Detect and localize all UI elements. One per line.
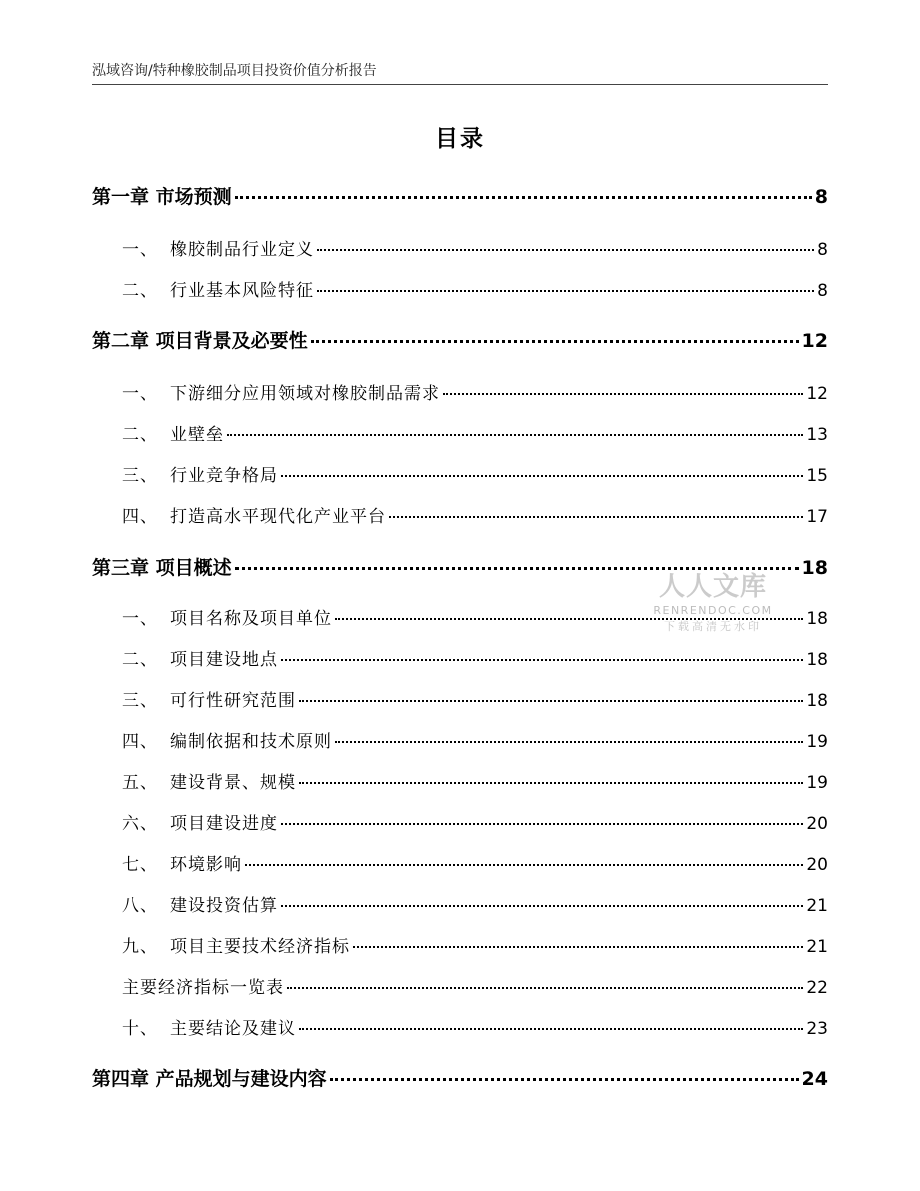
toc-entry-label <box>122 727 332 752</box>
toc-entry-text: 建设背景、规模 <box>170 773 296 793</box>
toc-entry-text: 项目背景及必要性 <box>155 330 308 352</box>
toc-page-number: 21 <box>806 896 828 916</box>
toc-entry-number: 第一章 <box>92 186 150 208</box>
toc-entry-number: 五、 <box>122 773 158 793</box>
toc-entry-text: 行业竞争格局 <box>170 466 278 486</box>
toc-entry-label <box>122 1014 296 1039</box>
toc-chapter-row[interactable] <box>92 1064 828 1091</box>
dot-leader <box>227 434 803 436</box>
toc-entry-number: 六、 <box>122 814 158 834</box>
toc-page-number: 8 <box>817 281 828 301</box>
toc-entry-number: 第四章 <box>92 1068 150 1090</box>
toc-entry-text: 编制依据和技术原则 <box>170 732 332 752</box>
toc-section-row[interactable] <box>122 727 828 752</box>
dot-leader <box>287 987 803 989</box>
toc-entry-number: 第三章 <box>92 557 150 579</box>
toc-entry-number: 三、 <box>122 691 158 711</box>
toc-entry-text: 项目主要技术经济指标 <box>170 937 350 957</box>
toc-entry-text: 行业基本风险特征 <box>170 281 314 301</box>
toc-entry-number: 一、 <box>122 609 158 629</box>
toc-page-number: 18 <box>801 557 828 579</box>
dot-leader <box>353 946 803 948</box>
dot-leader <box>335 741 803 743</box>
toc-section-row[interactable] <box>122 686 828 711</box>
toc-entry-number: 八、 <box>122 896 158 916</box>
toc-page-number: 20 <box>806 855 828 875</box>
toc-page-number: 13 <box>806 425 828 445</box>
dot-leader <box>389 516 803 518</box>
dot-leader <box>330 1078 799 1081</box>
dot-leader <box>299 700 803 702</box>
watermark <box>648 566 778 634</box>
dot-leader <box>281 475 803 477</box>
toc-section-row[interactable] <box>122 973 828 998</box>
toc-entry-label <box>92 553 232 580</box>
toc-entry-number: 一、 <box>122 240 158 260</box>
dot-leader <box>281 905 803 907</box>
toc-section-row[interactable] <box>122 235 828 260</box>
toc-entry-text: 产品规划与建设内容 <box>155 1068 327 1090</box>
toc-entry-number: 一、 <box>122 384 158 404</box>
toc-entry-label <box>92 326 308 353</box>
toc-page-number: 21 <box>806 937 828 957</box>
toc-entry-number: 九、 <box>122 937 158 957</box>
toc-entry-label <box>122 379 440 404</box>
toc-entry-label <box>122 686 296 711</box>
toc-entry-label <box>122 461 278 486</box>
dot-leader <box>443 393 803 395</box>
toc-page-number: 23 <box>806 1019 828 1039</box>
toc-entry-label <box>122 973 284 998</box>
toc-chapter-row[interactable] <box>92 182 828 209</box>
toc-section-row[interactable] <box>122 276 828 301</box>
toc-entry-number: 七、 <box>122 855 158 875</box>
dot-leader <box>299 782 803 784</box>
toc-page-number: 22 <box>806 978 828 998</box>
toc-entry-number: 第二章 <box>92 330 150 352</box>
toc-entry-label <box>122 502 386 527</box>
toc-entry-text: 业壁垒 <box>170 425 224 445</box>
dot-leader <box>317 249 814 251</box>
toc-entry-text: 项目名称及项目单位 <box>170 609 332 629</box>
toc-page-number: 19 <box>806 773 828 793</box>
toc-entry-label <box>122 604 332 629</box>
toc-section-row[interactable] <box>122 768 828 793</box>
toc-section-row[interactable] <box>122 891 828 916</box>
dot-leader <box>281 659 803 661</box>
toc-entry-number: 二、 <box>122 425 158 445</box>
toc-entry-text: 项目建设进度 <box>170 814 278 834</box>
toc-entry-label <box>122 235 314 260</box>
toc-section-row[interactable] <box>122 461 828 486</box>
toc-page-number: 19 <box>806 732 828 752</box>
toc-entry-number: 四、 <box>122 507 158 527</box>
toc-section-row[interactable] <box>122 850 828 875</box>
toc-entry-label <box>122 645 278 670</box>
toc-entry-text: 项目概述 <box>155 557 232 579</box>
toc-chapter-row[interactable] <box>92 326 828 353</box>
toc-entry-text: 橡胶制品行业定义 <box>170 240 314 260</box>
toc-entry-label <box>122 932 350 957</box>
toc-entry-number: 二、 <box>122 281 158 301</box>
toc-page-number: 12 <box>801 330 828 352</box>
dot-leader <box>311 340 799 343</box>
toc-page-number: 8 <box>814 186 828 208</box>
toc-section-row[interactable] <box>122 502 828 527</box>
dot-leader <box>299 1028 803 1030</box>
toc-entry-text: 环境影响 <box>170 855 242 875</box>
header-rule <box>92 84 828 85</box>
toc-entry-text: 主要经济指标一览表 <box>122 978 284 998</box>
toc-section-row[interactable] <box>122 1014 828 1039</box>
toc-section-row[interactable] <box>122 420 828 445</box>
toc-page-number: 12 <box>806 384 828 404</box>
toc-entry-number: 二、 <box>122 650 158 670</box>
dot-leader <box>235 196 812 199</box>
dot-leader <box>281 823 803 825</box>
toc-entry-text: 建设投资估算 <box>170 896 278 916</box>
toc-section-row[interactable] <box>122 379 828 404</box>
toc-entry-text: 打造高水平现代化产业平台 <box>170 507 386 527</box>
toc-title: 目录 <box>435 126 485 152</box>
toc-page-number: 18 <box>806 691 828 711</box>
toc-page-number: 17 <box>806 507 828 527</box>
toc-section-row[interactable] <box>122 645 828 670</box>
toc-entry-text: 可行性研究范围 <box>170 691 296 711</box>
dot-leader <box>245 864 803 866</box>
toc-entry-number: 十、 <box>122 1019 158 1039</box>
toc-page-number: 24 <box>801 1068 828 1090</box>
toc-entry-label <box>122 420 224 445</box>
toc-section-row[interactable] <box>122 809 828 834</box>
watermark-note: 下载高清无水印 <box>664 620 762 633</box>
toc-entry-text: 市场预测 <box>155 186 232 208</box>
toc-page-number: 18 <box>806 609 828 629</box>
toc-entry-label <box>122 850 242 875</box>
watermark-domain: RENRENDOC.COM <box>653 604 773 617</box>
toc-entry-label <box>122 768 296 793</box>
toc-entry-number: 四、 <box>122 732 158 752</box>
toc-entry-number: 三、 <box>122 466 158 486</box>
toc-entry-text: 下游细分应用领域对橡胶制品需求 <box>170 384 440 404</box>
toc-entry-text: 项目建设地点 <box>170 650 278 670</box>
toc-entry-label <box>122 891 278 916</box>
watermark-logo-text: 人人文库 <box>658 572 767 602</box>
toc-entry-label <box>122 809 278 834</box>
running-header: 泓域咨询/特种橡胶制品项目投资价值分析报告 <box>92 63 377 79</box>
toc-entry-label <box>122 276 314 301</box>
toc-entry-label <box>92 1064 327 1091</box>
toc-entry-label <box>92 182 232 209</box>
toc-page-number: 15 <box>806 466 828 486</box>
toc-page-number: 18 <box>806 650 828 670</box>
toc-section-row[interactable] <box>122 932 828 957</box>
dot-leader <box>317 290 814 292</box>
toc-page-number: 20 <box>806 814 828 834</box>
toc-entry-text: 主要结论及建议 <box>170 1019 296 1039</box>
toc-page-number: 8 <box>817 240 828 260</box>
